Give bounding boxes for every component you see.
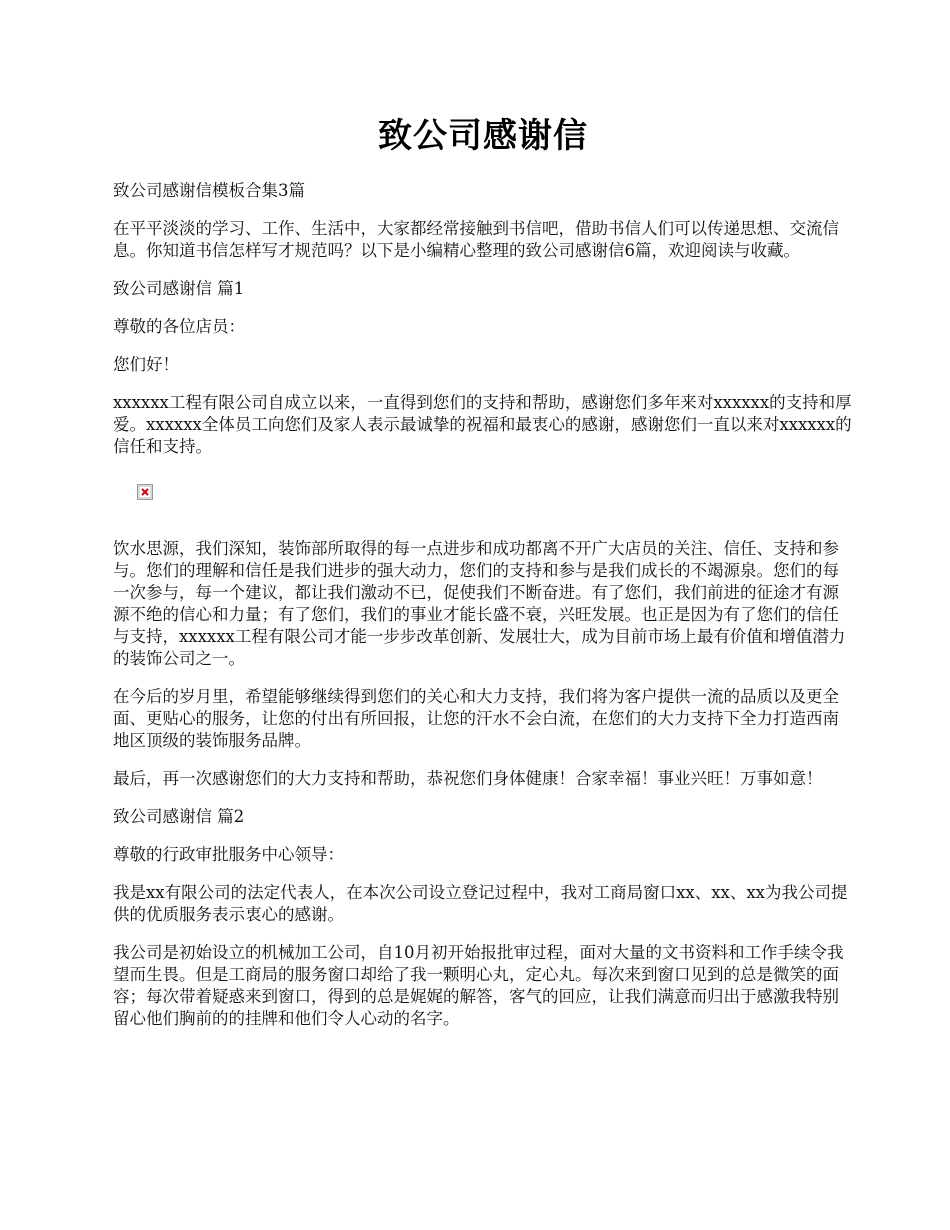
document-title: 致公司感谢信 <box>378 116 588 156</box>
intro-paragraph: 在平平淡淡的学习、工作、生活中，大家都经常接触到书信吧，借助书信人们可以传递思想、交流信息。你知道书信怎样写才规范吗？以下是小编精心整理的致公司感谢信6篇，欢迎阅读与收藏。 <box>113 219 839 260</box>
letter1-greeting: 您们好！ <box>113 355 179 374</box>
letter1-paragraph-1: xxxxxx工程有限公司自成立以来，一直得到您们的支持和帮助，感谢您们多年来对xxxxxx的支持和厚爱。xxxxxx全体员工向您们及家人表示最诚挚的祝福和最衷心的感谢，感谢您们一直以来对xxxxxx的信任和支持。 <box>113 393 852 456</box>
document-subtitle: 致公司感谢信模板合集3篇 <box>113 181 305 200</box>
letter2-salutation: 尊敬的行政审批服务中心领导： <box>113 845 344 864</box>
broken-image-icon <box>137 484 153 500</box>
letter2-paragraph-2: 我公司是初始设立的机械加工公司，自10月初开始报批审过程，面对大量的文书资料和工作手续令我望而生畏。但是工商局的服务窗口却给了我一颗明心丸，定心丸。每次来到窗口见到的总是微笑的面容；每次带着疑惑来到窗口，得到的总是娓娓的解答，客气的回应，让我们满意而归出于感激我特别留心他们胸前的的挂牌和他们令人心动的名字。 <box>113 943 844 1028</box>
letter1-heading: 致公司感谢信 篇1 <box>113 279 245 298</box>
letter1-salutation: 尊敬的各位店员： <box>113 317 245 336</box>
letter2-paragraph-1: 我是xx有限公司的法定代表人，在本次公司设立登记过程中，我对工商局窗口xx、xx、xx为我公司提供的优质服务表示衷心的感谢。 <box>113 883 848 924</box>
letter1-paragraph-3: 在今后的岁月里，希望能够继续得到您们的关心和大力支持，我们将为客户提供一流的品质以及更全面、更贴心的服务，让您的付出有所回报，让您的汗水不会白流，在您们的大力支持下全力打造西南地区顶级的装饰服务品牌。 <box>113 687 839 750</box>
letter1-paragraph-2: 饮水思源，我们深知，装饰部所取得的每一点进步和成功都离不开广大店员的关注、信任、支持和参与。您们的理解和信任是我们进步的强大动力，您们的支持和参与是我们成长的不竭源泉。您们的每一次参与，每一个建议，都让我们激动不已，促使我们不断奋进。有了您们，我们前进的征途才有源源不绝的信心和力量；有了您们，我们的事业才能长盛不衰，兴旺发展。也正是因为有了您们的信任与支持，xxxxxx工程有限公司才能一步步改革创新、发展壮大，成为目前市场上最有价值和增值潜力的装饰公司之一。 <box>113 539 846 668</box>
letter2-heading: 致公司感谢信 篇2 <box>113 807 245 826</box>
document-page <box>113 0 853 1030</box>
letter1-paragraph-4: 最后，再一次感谢您们的大力支持和帮助，恭祝您们身体健康！合家幸福！事业兴旺！万事如意！ <box>113 769 823 788</box>
